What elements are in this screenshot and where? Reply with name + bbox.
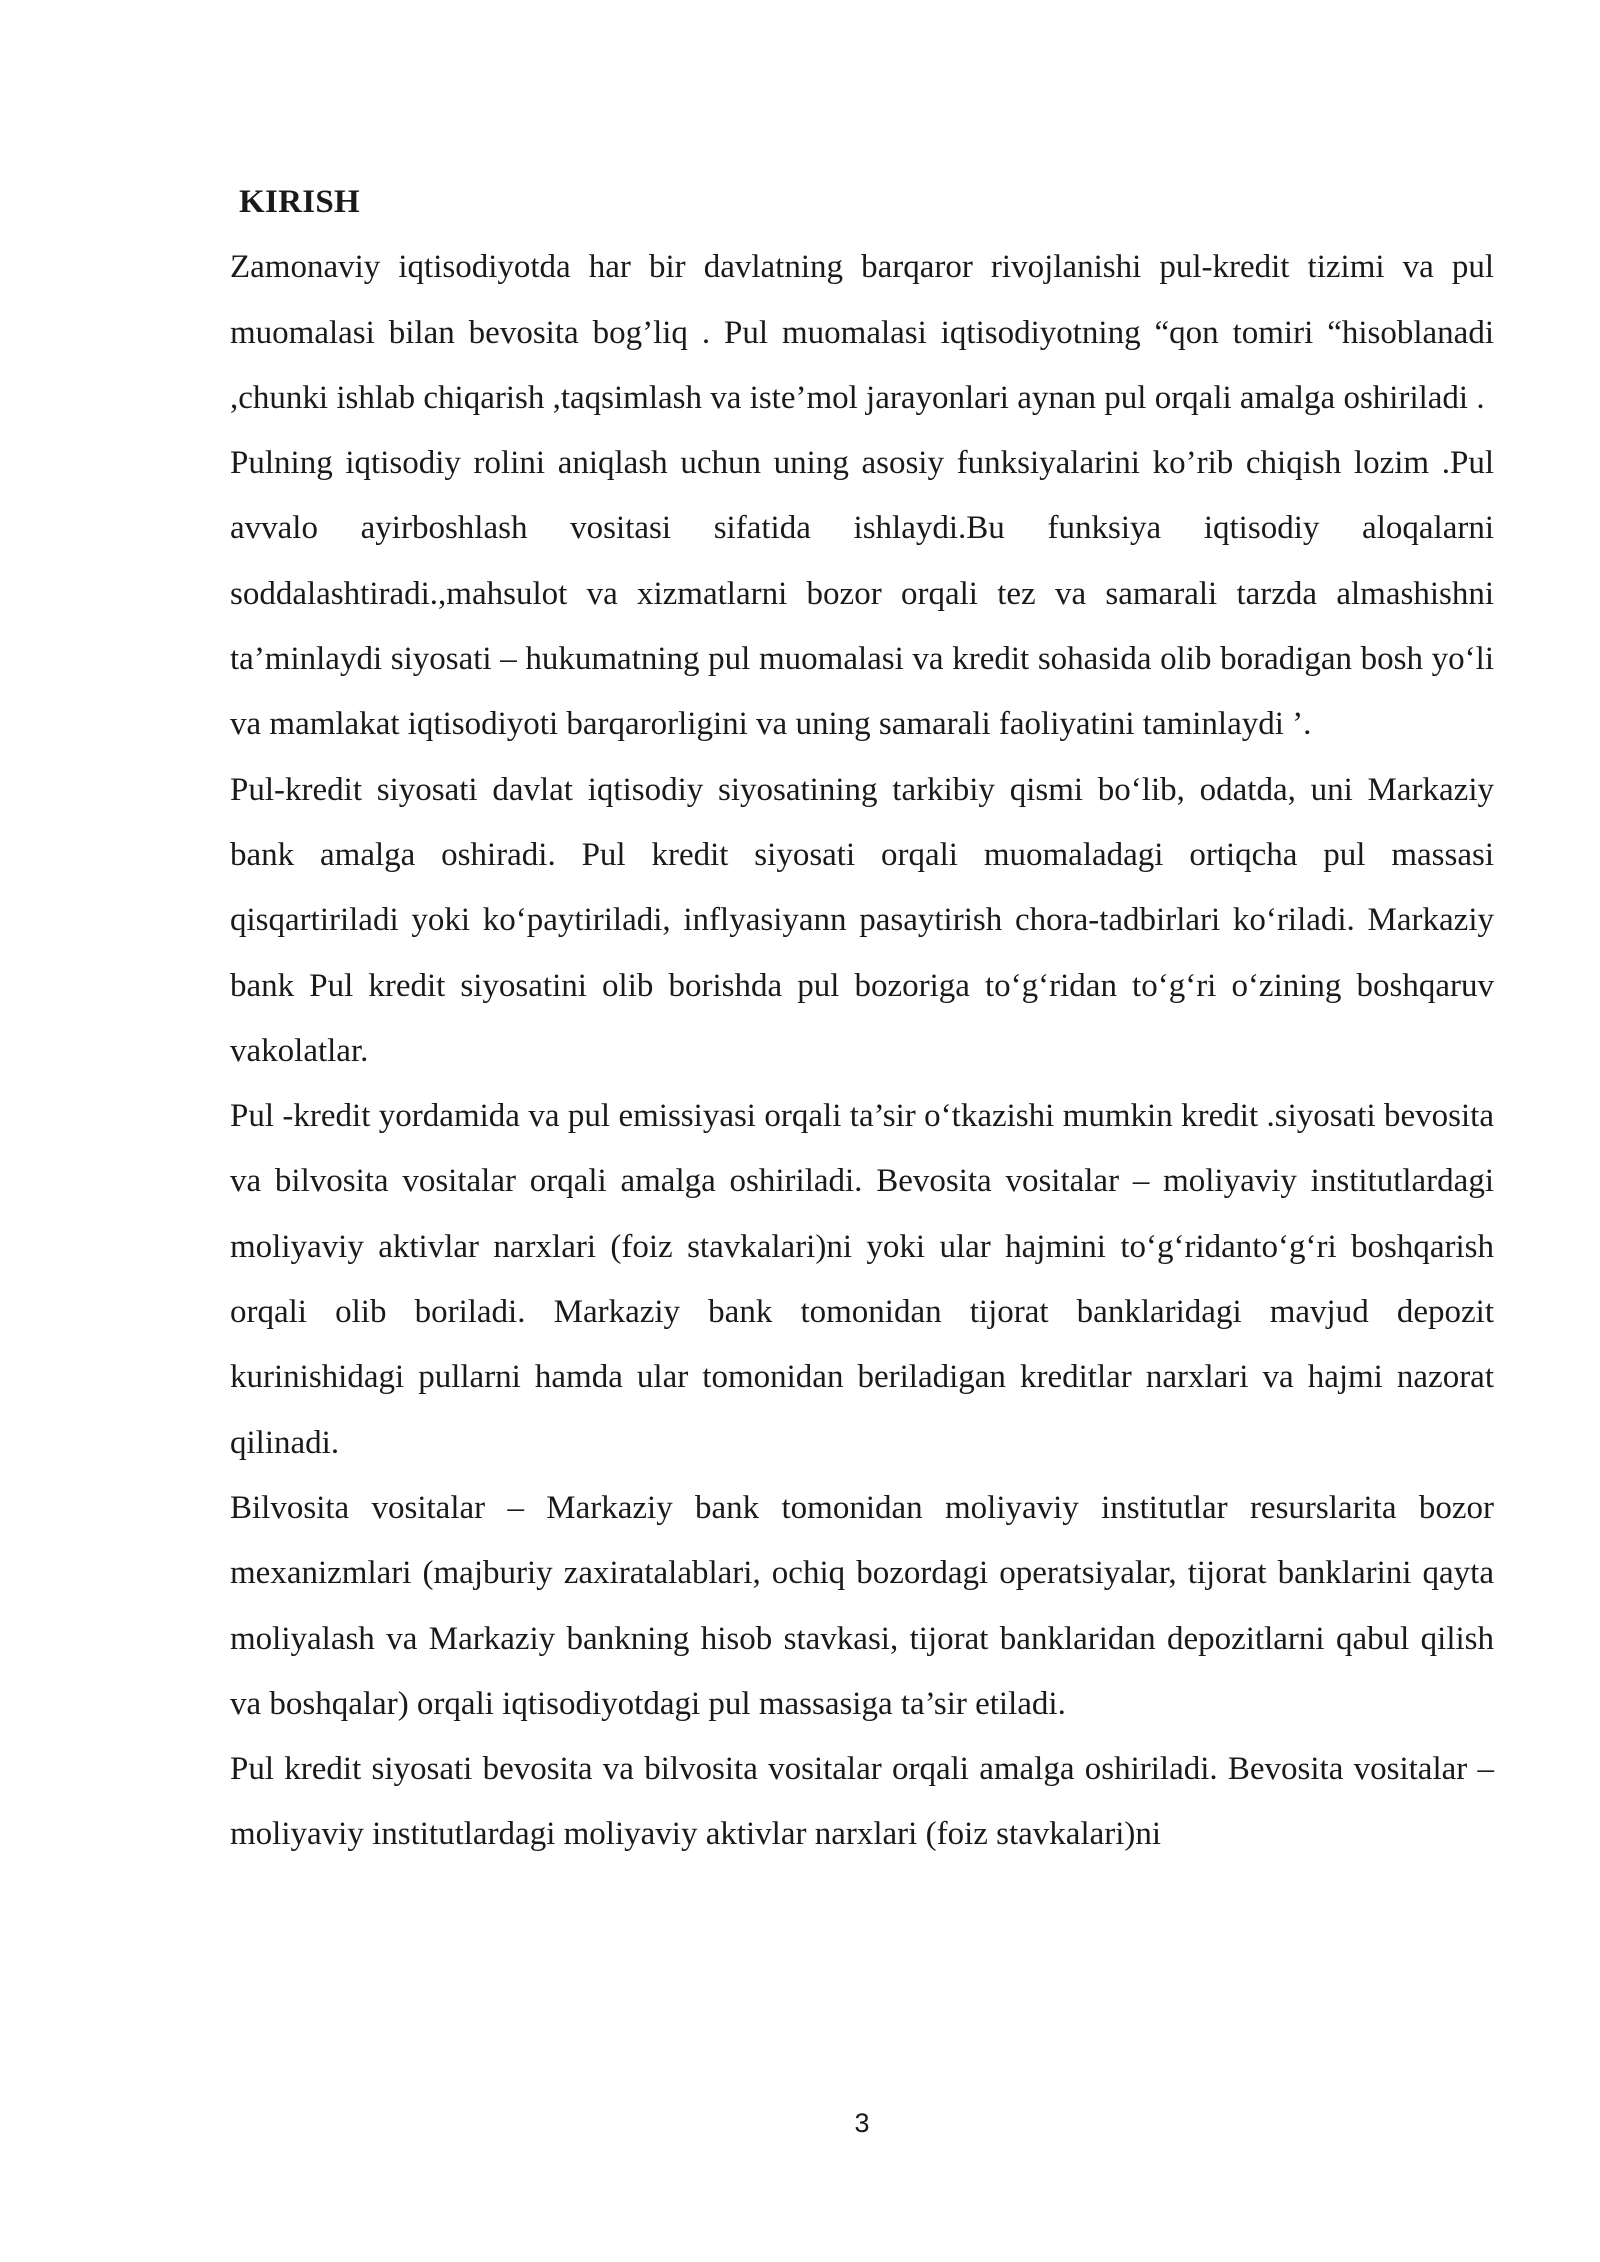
document-body [230,170,1494,1868]
section-heading: KIRISH [239,184,361,220]
paragraph: Pul kredit siyosati bevosita va bilvosita vositalar orqali amalga oshiriladi. Bevosita vositalar – moliyaviy institutlardagi moliyaviy aktivlar narxlari (foiz stavkalari)ni [230,1751,1494,1853]
paragraph: Pulning iqtisodiy rolini aniqlash uchun uning asosiy funksiyalarini ko’rib chiqish lozim .Pul avvalo ayirboshlash vositasi sifatida ishlaydi.Bu funksiya iqtisodiy aloqalarni soddalashtiradi.,mahsulot va xizmatlarni bozor orqali tez va samarali tarzda almashishni ta’minlaydi siyosati – hukumatning pul muomalasi va kredit sohasida olib boradigan bosh yo‘li va mamlakat iqtisodiyoti barqarorligini va uning samarali faoliyatini taminlaydi ’. [230,445,1494,743]
paragraph: Pul-kredit siyosati davlat iqtisodiy siyosatining tarkibiy qismi bo‘lib, odatda, uni Markaziy bank amalga oshiradi. Pul kredit siyosati orqali muomaladagi ortiqcha pul massasi qisqartiriladi yoki ko‘paytiriladi, inflyasiyann pasaytirish chora-tadbirlari ko‘riladi. Markaziy bank Pul kredit siyosatini olib borishda pul bozoriga to‘g‘ridan to‘g‘ri o‘zining boshqaruv vakolatlar. [230,771,1494,1069]
paragraph: Bilvosita vositalar – Markaziy bank tomonidan moliyaviy institutlar resurslarita bozor mexanizmlari (majburiy zaxiratalablari, ochiq bozordagi operatsiyalar, tijorat banklarini qayta moliyalash va Markaziy bankning hisob stavkasi, tijorat banklaridan depozitlarni qabul qilish va boshqalar) orqali iqtisodiyotdagi pul massasiga ta’sir etiladi. [230,1489,1494,1722]
paragraph: Pul -kredit yordamida va pul emissiyasi orqali ta’sir o‘tkazishi mumkin kredit .siyosati bevosita va bilvosita vositalar orqali amalga oshiriladi. Bevosita vositalar – moliyaviy institutlardagi moliyaviy aktivlar narxlari (foiz stavkalari)ni yoki ular hajmini to‘g‘ridanto‘g‘ri boshqarish orqali olib boriladi. Markaziy bank tomonidan tijorat banklaridagi mavjud depozit kurinishidagi pullarni hamda ular tomonidan beriladigan kreditlar narxlari va hajmi nazorat qilinadi. [230,1098,1494,1461]
paragraph: Zamonaviy iqtisodiyotda har bir davlatning barqaror rivojlanishi pul-kredit tizimi va pul muomalasi bilan bevosita bog’liq . Pul muomalasi iqtisodiyotning “qon tomiri “hisoblanadi ,chunki ishlab chiqarish ,taqsimlash va iste’mol jarayonlari aynan pul orqali amalga oshiriladi . [230,249,1494,416]
page-number: 3 [854,2108,870,2138]
